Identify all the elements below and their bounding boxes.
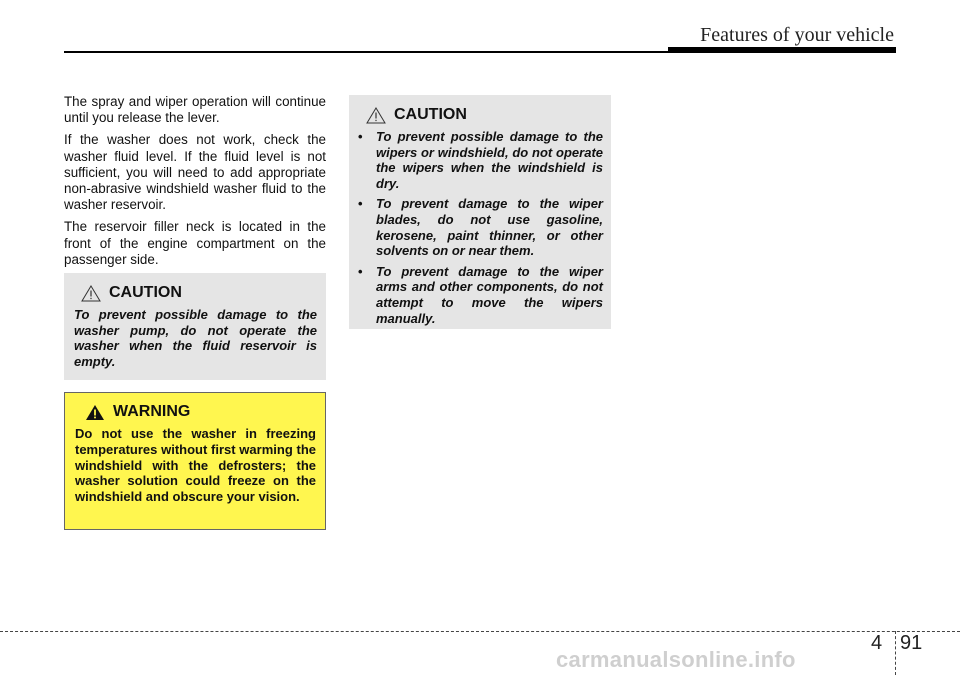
caution-title: CAUTION [394, 106, 467, 123]
caution-list-item: • To prevent damage to the wiper arms and other components, do not attempt to move the wipers manually. [358, 263, 603, 326]
caution-list [356, 129, 603, 326]
caution-box-wipers [349, 95, 611, 329]
warning-triangle-icon [85, 404, 105, 421]
body-paragraph: The reservoir filler neck is located in the front of the engine compartment on the passenger side. [64, 219, 326, 267]
footer-page-separator [895, 631, 896, 675]
warning-box-freezing [64, 392, 326, 530]
caution-box-washer [64, 273, 326, 380]
chapter-number: 4 [871, 632, 883, 654]
caution-box-header [74, 284, 317, 302]
caution-title: CAUTION [109, 284, 182, 301]
page-number: 91 [900, 632, 923, 654]
body-paragraph: The spray and wiper operation will continue until you release the lever. [64, 94, 326, 126]
caution-list-item: • To prevent possible damage to the wipers or windshield, do not operate the wipers when the windshield is dry. [358, 129, 603, 191]
watermark: carmanualsonline.info [556, 647, 796, 672]
warning-text: Do not use the washer in freezing temperatures without first warming the windshield with the defrosters; the washer solution could freeze on the windshield and obscure your vision. [75, 426, 316, 505]
page-header-title: Features of your vehicle [700, 24, 894, 46]
header-divider [64, 51, 670, 53]
caution-text: To prevent possible damage to the washer pump, do not operate the washer when the fluid reservoir is empty. [74, 307, 317, 369]
caution-box-header [356, 106, 603, 124]
body-paragraph: If the washer does not work, check the washer fluid level. If the fluid level is not sufficient, you will need to add appropriate non-abrasive windshield washer fluid to the washer reservoir. [64, 132, 326, 213]
warning-title: WARNING [113, 403, 191, 420]
caution-triangle-icon [366, 107, 386, 124]
caution-list-item: • To prevent damage to the wiper blades, do not use gasoline, kerosene, paint thinner, or other solvents on or near them. [358, 196, 603, 259]
warning-box-header [75, 403, 316, 421]
header-divider-thick [668, 47, 896, 53]
caution-triangle-icon [81, 285, 101, 302]
body-text [64, 94, 326, 274]
footer-divider [0, 631, 960, 632]
